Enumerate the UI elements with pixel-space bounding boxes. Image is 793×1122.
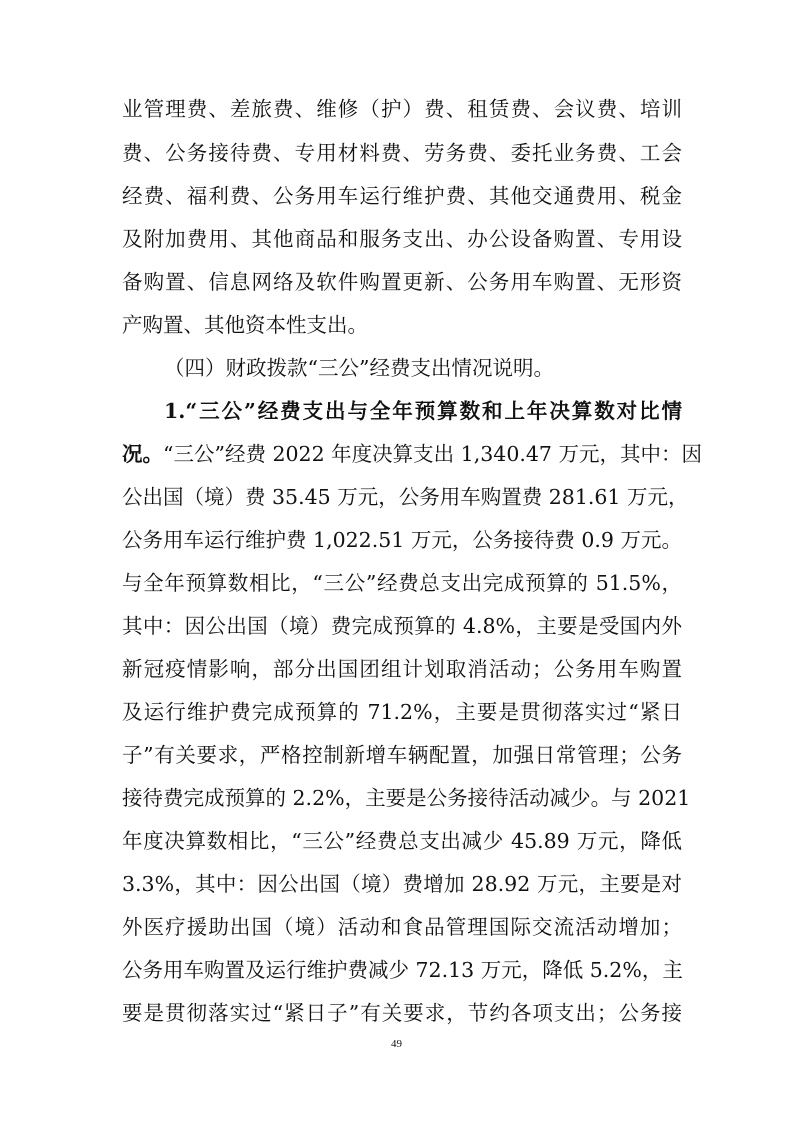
body-text-line: 备购置、信息网络及软件购置更新、公务用车购置、无形资 <box>122 270 682 294</box>
subsection-heading-end: 况。 <box>122 442 163 466</box>
body-text-span: “三公”经费 2022 年度决算支出 1,340.47 万元，其中：因 <box>163 442 702 466</box>
page-number: 49 <box>391 1038 402 1050</box>
body-text-line: 与全年预算数相比，“三公”经费总支出完成预算的 51.5%， <box>122 571 682 595</box>
body-text-line: 公务用车购置及运行维护费减少 72.13 万元，降低 5.2%，主 <box>122 958 683 982</box>
body-text-line: 年度决算数相比，“三公”经费总支出减少 45.89 万元，降低 <box>122 829 682 853</box>
body-text-line: 子”有关要求，严格控制新增车辆配置，加强日常管理；公务 <box>122 743 682 767</box>
body-text-line: 接待费完成预算的 2.2%，主要是公务接待活动减少。与 2021 <box>122 786 691 810</box>
body-text-line: 及附加费用、其他商品和服务支出、办公设备购置、专用设 <box>122 227 682 251</box>
body-text-line: 产购置、其他资本性支出。 <box>122 313 368 337</box>
body-text-line: 经费、福利费、公务用车运行维护费、其他交通费用、税金 <box>122 184 682 208</box>
body-text-line: 业管理费、差旅费、维修（护）费、租赁费、会议费、培训 <box>122 97 682 121</box>
section-heading: （四）财政拨款“三公”经费支出情况说明。 <box>164 356 554 380</box>
subsection-heading: 1.“三公”经费支出与全年预算数和上年决算数对比情 <box>164 399 682 423</box>
body-text-line: 3.3%，其中：因公出国（境）费增加 28.92 万元，主要是对 <box>122 872 682 896</box>
body-text-line: 费、公务接待费、专用材料费、劳务费、委托业务费、工会 <box>122 141 682 165</box>
body-text-line: 新冠疫情影响，部分出国团组计划取消活动；公务用车购置 <box>122 657 682 681</box>
body-text-line: 公务用车运行维护费 1,022.51 万元，公务接待费 0.9 万元。 <box>122 528 682 552</box>
body-text-line: 公出国（境）费 35.45 万元，公务用车购置费 281.61 万元， <box>122 485 689 509</box>
body-text-line-mixed <box>122 439 702 469</box>
body-text-line: 及运行维护费完成预算的 71.2%，主要是贯彻落实过“紧日 <box>122 700 682 724</box>
body-text-line: 外医疗援助出国（境）活动和食品管理国际交流活动增加； <box>122 915 682 939</box>
body-text-line: 其中：因公出国（境）费完成预算的 4.8%，主要是受国内外 <box>122 614 682 638</box>
body-text-line: 要是贯彻落实过“紧日子”有关要求，节约各项支出；公务接 <box>122 1001 682 1025</box>
